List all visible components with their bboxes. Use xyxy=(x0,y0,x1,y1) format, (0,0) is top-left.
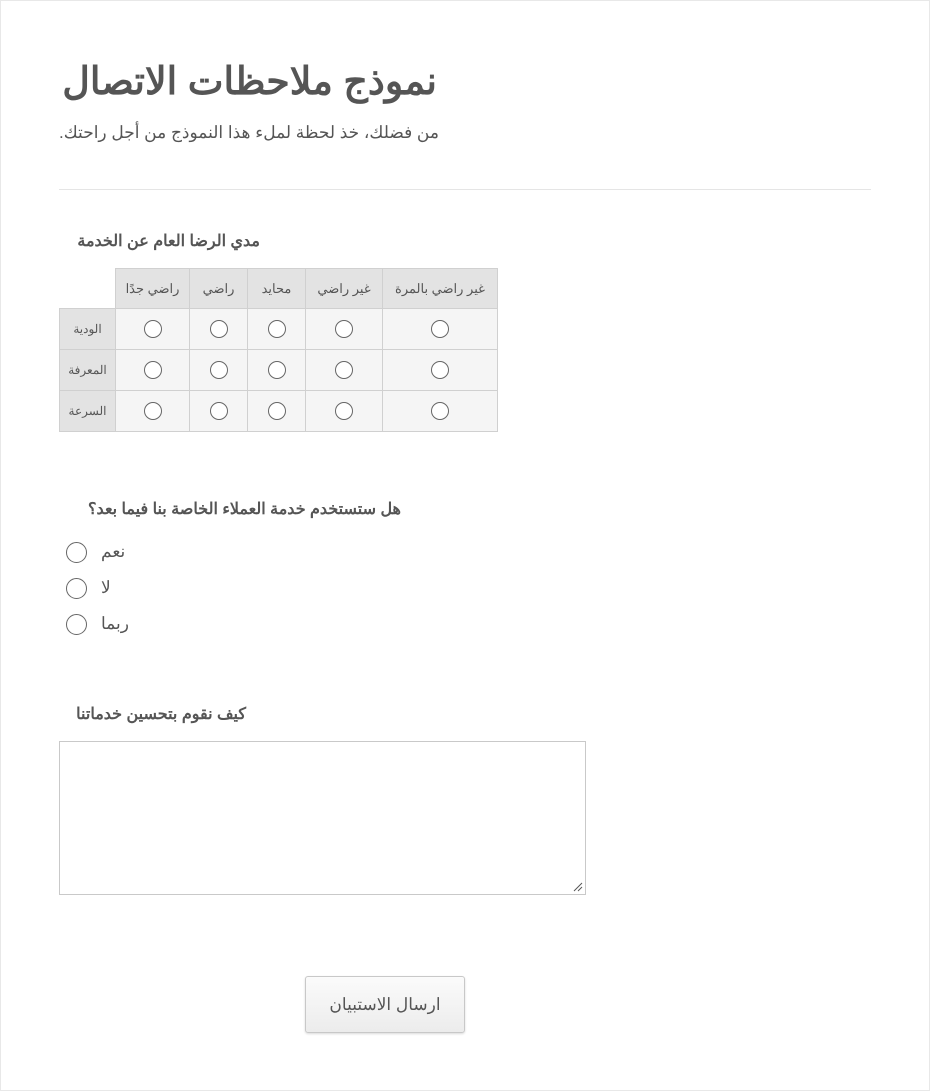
page-subtitle: .من فضلك، خذ لحظة لملء هذا النموذج من أجل راحتك xyxy=(59,123,439,142)
radio-circle-icon[interactable] xyxy=(268,361,286,379)
radio-circle-icon[interactable] xyxy=(210,361,228,379)
option-yes[interactable] xyxy=(66,541,125,563)
matrix-column-very-unsatisfied: غير راضي بالمرة xyxy=(383,269,498,309)
radio-circle-icon[interactable] xyxy=(144,361,162,379)
matrix-cell xyxy=(306,350,383,391)
matrix-column-neutral: محايد xyxy=(248,269,306,309)
radio-circle-icon[interactable] xyxy=(268,402,286,420)
matrix-cell xyxy=(306,391,383,432)
matrix-corner xyxy=(60,269,116,309)
matrix-cell xyxy=(383,350,498,391)
radio-circle-icon[interactable] xyxy=(210,402,228,420)
matrix-cell xyxy=(383,309,498,350)
radio-circle-icon[interactable] xyxy=(335,402,353,420)
matrix-cell xyxy=(190,309,248,350)
future-use-question-label: هل ستستخدم خدمة العملاء الخاصة بنا فيما بعد؟ xyxy=(88,501,401,518)
matrix-column-satisfied: راضي xyxy=(190,269,248,309)
matrix-row-friendliness xyxy=(60,309,498,350)
radio-circle-icon[interactable] xyxy=(268,320,286,338)
option-maybe[interactable] xyxy=(66,613,129,635)
radio-circle-icon[interactable] xyxy=(66,542,87,563)
radio-circle-icon[interactable] xyxy=(431,361,449,379)
matrix-header-row xyxy=(60,269,498,309)
matrix-row-label: الودية xyxy=(60,309,116,350)
radio-circle-icon[interactable] xyxy=(144,402,162,420)
option-label: ربما xyxy=(101,614,129,633)
improvement-question-label: كيف نقوم بتحسين خدماتنا xyxy=(76,706,246,723)
submit-button[interactable]: ارسال الاستبيان xyxy=(305,976,465,1033)
matrix-row-speed xyxy=(60,391,498,432)
header-divider xyxy=(59,189,871,190)
matrix-cell xyxy=(116,350,190,391)
radio-circle-icon[interactable] xyxy=(66,578,87,599)
resize-grip-icon[interactable] xyxy=(573,882,583,892)
option-label: نعم xyxy=(101,542,126,561)
matrix-cell xyxy=(190,391,248,432)
matrix-column-unsatisfied: غير راضي xyxy=(306,269,383,309)
page-title: نموذج ملاحظات الاتصال xyxy=(62,61,437,103)
radio-circle-icon[interactable] xyxy=(210,320,228,338)
option-label: لا xyxy=(101,578,111,597)
matrix-cell xyxy=(190,350,248,391)
matrix-cell xyxy=(248,391,306,432)
improvement-textarea[interactable] xyxy=(60,742,585,894)
matrix-cell xyxy=(306,309,383,350)
matrix-cell xyxy=(248,309,306,350)
matrix-cell xyxy=(248,350,306,391)
radio-circle-icon[interactable] xyxy=(66,614,87,635)
satisfaction-matrix xyxy=(59,268,498,432)
radio-circle-icon[interactable] xyxy=(431,402,449,420)
radio-circle-icon[interactable] xyxy=(431,320,449,338)
matrix-row-label: المعرفة xyxy=(60,350,116,391)
matrix-cell xyxy=(116,391,190,432)
matrix-cell xyxy=(383,391,498,432)
improvement-textarea-container xyxy=(59,741,586,895)
satisfaction-question-label: مدي الرضا العام عن الخدمة xyxy=(77,233,260,250)
matrix-row-label: السرعة xyxy=(60,391,116,432)
radio-circle-icon[interactable] xyxy=(335,361,353,379)
matrix-column-very-satisfied: راضي جدًا xyxy=(116,269,190,309)
option-no[interactable] xyxy=(66,577,111,599)
radio-circle-icon[interactable] xyxy=(144,320,162,338)
matrix-cell xyxy=(116,309,190,350)
matrix-row-knowledge xyxy=(60,350,498,391)
radio-circle-icon[interactable] xyxy=(335,320,353,338)
